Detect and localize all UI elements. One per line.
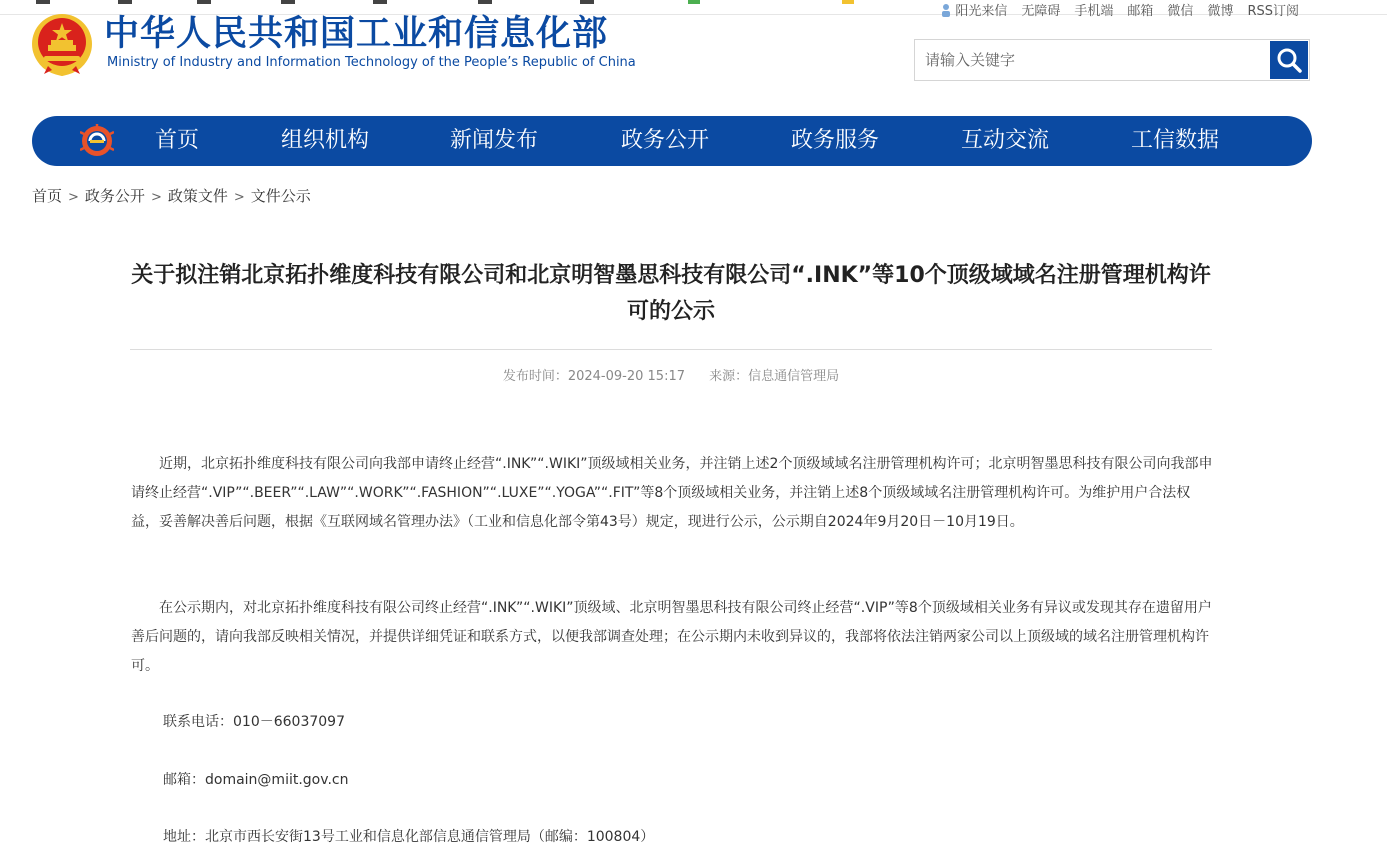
breadcrumb-home[interactable]: 首页 bbox=[32, 187, 63, 205]
cropped-link-stub bbox=[281, 0, 295, 4]
top-link-weibo[interactable]: 微博 bbox=[1207, 4, 1234, 19]
nav-item-gov-services[interactable]: 政务服务 bbox=[791, 128, 880, 153]
chevron-right-icon: > bbox=[150, 190, 162, 205]
chevron-right-icon: > bbox=[233, 190, 245, 205]
cropped-link-stub bbox=[478, 0, 492, 4]
top-link-accessibility[interactable]: 无障碍 bbox=[1021, 4, 1061, 19]
article-paragraph: 近期，北京拓扑维度科技有限公司向我部申请终止经营“.INK”“.WIKI”顶级域相关业务，并注销上述2个顶级域域名注册管理机构许可；北京明智墨思科技有限公司向我部申请终止经营“.VIP”“.BEER”“.LAW”“.WORK”“.FASHION”“.LUXE”“.YOGA”“.FIT”等8个顶级域相关业务，并注销上述8个顶级域域名注册管理机构许可。为维护用户合法权益，妥善解决善后问题，根据《互联网域名管理办法》（工业和信息化部令第43号）规定，现进行公示，公示期自2024年9月20日－10月19日。 bbox=[131, 456, 1213, 530]
contact-address: 地址：北京市西长安街13号工业和信息化部信息通信管理局（邮编：100804） bbox=[163, 829, 655, 845]
search-box bbox=[914, 39, 1310, 81]
miit-logo-icon bbox=[80, 124, 114, 158]
main-nav bbox=[32, 116, 1312, 166]
breadcrumb-doc-notice[interactable]: 文件公示 bbox=[250, 187, 311, 205]
nav-item-news[interactable]: 新闻发布 bbox=[450, 128, 539, 153]
title-divider bbox=[130, 349, 1212, 350]
cropped-link-stub bbox=[197, 0, 211, 4]
nav-item-gov-affairs[interactable]: 政务公开 bbox=[621, 128, 710, 153]
person-icon bbox=[939, 3, 953, 17]
cropped-link-stub bbox=[36, 0, 50, 4]
breadcrumb-policy-docs[interactable]: 政策文件 bbox=[167, 187, 228, 205]
top-link-mail[interactable]: 邮箱 bbox=[1127, 4, 1154, 19]
breadcrumb-gov-affairs[interactable]: 政务公开 bbox=[84, 187, 145, 205]
article-paragraph: 在公示期内，对北京拓扑维度科技有限公司终止经营“.INK”“.WIKI”顶级域、北京明智墨思科技有限公司终止经营“.VIP”等8个顶级域相关业务有异议或发现其存在遗留用户善后问题的，请向我部反映相关情况，并提供详细凭证和联系方式，以便我部调查处理；在公示期内未收到异议的，我部将依法注销两家公司以上顶级域的域名注册管理机构许可。 bbox=[131, 600, 1212, 674]
search-input[interactable] bbox=[915, 40, 1269, 80]
site-title[interactable]: 中华人民共和国工业和信息化部 bbox=[104, 14, 609, 54]
cropped-link-stub bbox=[580, 0, 594, 4]
nav-item-home[interactable]: 首页 bbox=[155, 128, 200, 153]
site-subtitle: Ministry of Industry and Information Technology of the People’s Republic of China bbox=[107, 55, 636, 70]
cropped-link-stub bbox=[373, 0, 387, 4]
nav-item-data[interactable]: 工信数据 bbox=[1131, 128, 1220, 153]
cropped-green-icon bbox=[688, 0, 700, 4]
article-meta bbox=[130, 367, 1212, 387]
cropped-yellow-icon bbox=[842, 0, 854, 4]
nav-item-interaction[interactable]: 互动交流 bbox=[961, 128, 1050, 153]
cropped-link-stub bbox=[118, 0, 132, 4]
search-icon bbox=[1276, 47, 1302, 73]
top-link-letter[interactable] bbox=[939, 3, 1007, 21]
top-link-wechat[interactable]: 微信 bbox=[1167, 4, 1194, 19]
top-link-label: 阳光来信 bbox=[955, 4, 1008, 19]
contact-phone: 联系电话：010－66037097 bbox=[163, 714, 345, 730]
article-title: 关于拟注销北京拓扑维度科技有限公司和北京明智墨思科技有限公司“.INK”等10个顶级域域名注册管理机构许可的公示 bbox=[131, 263, 1211, 324]
publish-time: 发布时间：2024-09-20 15:17 bbox=[502, 369, 685, 384]
top-link-mobile[interactable]: 手机端 bbox=[1074, 4, 1114, 19]
search-button[interactable] bbox=[1270, 41, 1308, 79]
breadcrumb bbox=[32, 186, 311, 208]
contact-email: 邮箱：domain@miit.gov.cn bbox=[163, 772, 349, 788]
top-links bbox=[939, 3, 1299, 21]
chevron-right-icon: > bbox=[68, 190, 79, 205]
top-link-rss[interactable]: RSS订阅 bbox=[1247, 4, 1299, 19]
article-source: 来源：信息通信管理局 bbox=[709, 369, 840, 384]
national-emblem-icon[interactable] bbox=[30, 12, 94, 76]
nav-item-organization[interactable]: 组织机构 bbox=[281, 128, 370, 153]
